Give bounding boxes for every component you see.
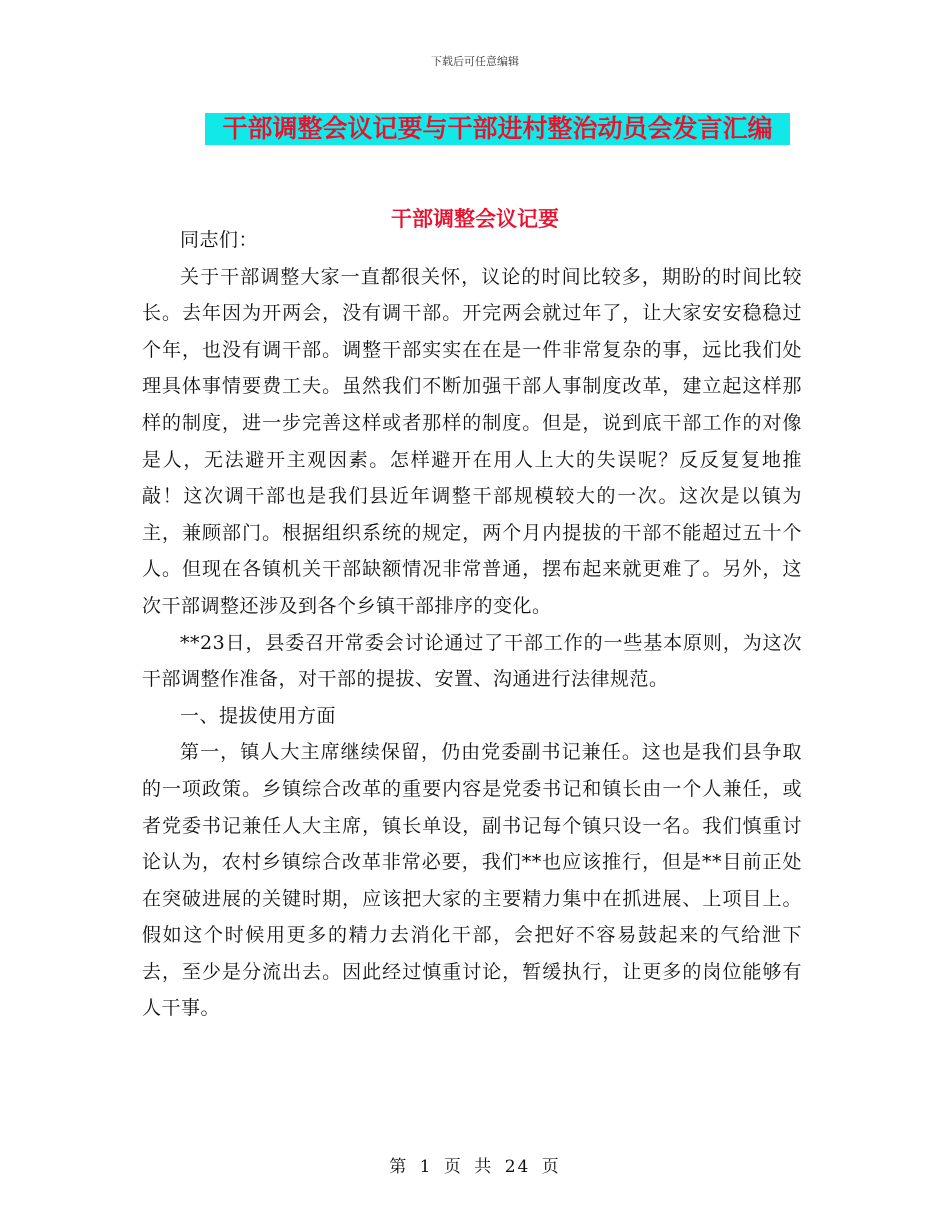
document-body: [142, 222, 802, 1027]
paragraph: **23日，县委召开常委会讨论通过了干部工作的一些基本原则，为这次干部调整作准备，对干部的提拔、安置、沟通进行法律规范。: [142, 631, 802, 691]
section-title: 干部调整会议记要: [391, 207, 559, 231]
document-main-title: 干部调整会议记要与干部进村整治动员会发言汇编: [205, 113, 790, 145]
header-note: 下载后可任意编辑: [431, 55, 519, 68]
paragraph: 关于干部调整大家一直都很关怀，议论的时间比较多，期盼的时间比较长。去年因为开两会，没有调干部。开完两会就过年了，让大家安安稳稳过个年，也没有调干部。调整干部实实在在是一件非常复杂的事，远比我们处理具体事情要费工夫。虽然我们不断加强干部人事制度改革，建立起这样那样的制度，进一步完善这样或者那样的制度。但是，说到底干部工作的对像是人，无法避开主观因素。怎样避开在用人上大的失误呢？反反复复地推敲！这次调干部也是我们县近年调整干部规模较大的一次。这次是以镇为主，兼顾部门。根据组织系统的规定，两个月内提拔的干部不能超过五十个人。但现在各镇机关干部缺额情况非常普通，摆布起来就更难了。另外，这次干部调整还涉及到各个乡镇干部排序的变化。: [142, 265, 802, 617]
section-heading: 一、提拔使用方面: [180, 704, 337, 727]
paragraph-salutation: 同志们：: [180, 229, 259, 251]
paragraph: 第一，镇人大主席继续保留，仍由党委副书记兼任。这也是我们县争取的一项政策。乡镇综合改革的重要内容是党委书记和镇长由一个人兼任，或者党委书记兼任人大主席，镇长单设，副书记每个镇只设一名。我们慎重讨论认为，农村乡镇综合改革非常必要，我们**也应该推行，但是**目前正处在突破进展的关键时期，应该把大家的主要精力集中在抓进展、上项目上。假如这个时候用更多的精力去消化干部，会把好不容易鼓起来的气给泄下去，至少是分流出去。因此经过慎重讨论，暂缓执行，让更多的岗位能够有人干事。: [142, 741, 802, 1020]
page-number: 第 1 页 共 24 页: [389, 1157, 561, 1177]
